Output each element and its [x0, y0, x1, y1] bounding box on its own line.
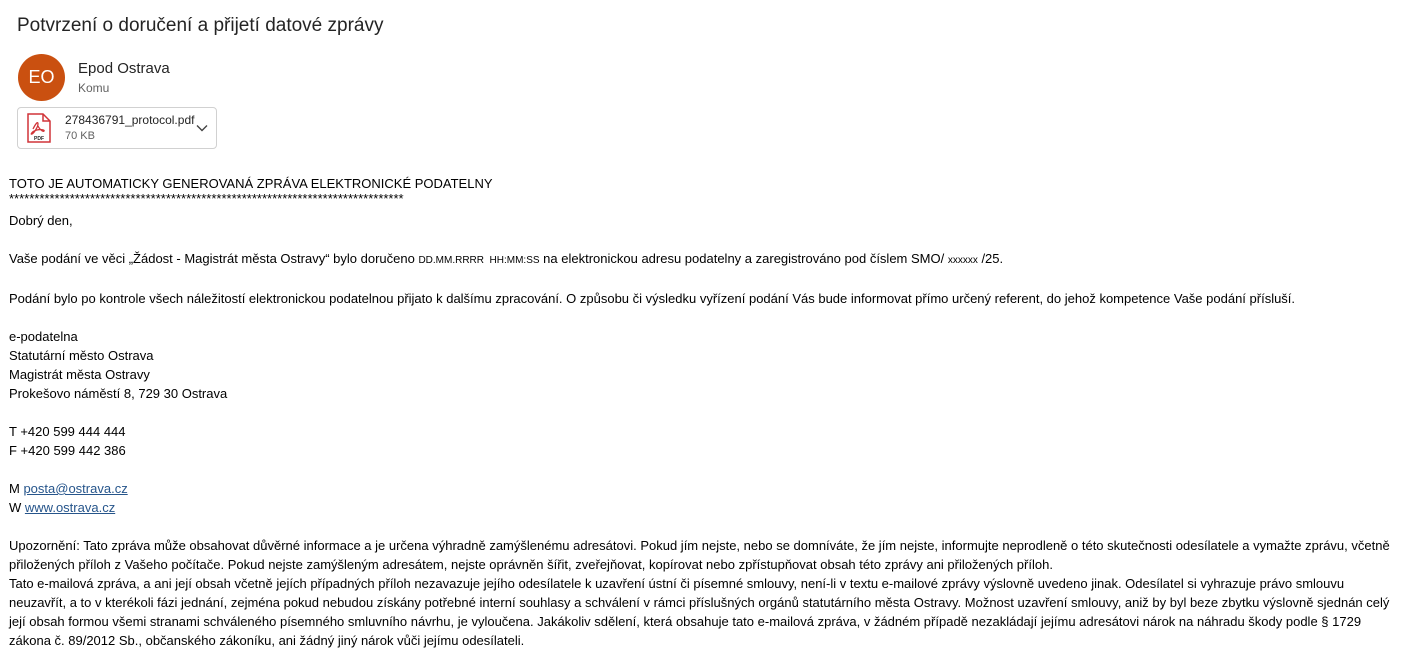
signature-line: Statutární město Ostrava: [9, 348, 154, 363]
web-line: W www.ostrava.cz: [9, 500, 116, 515]
processing-paragraph: Podání bylo po kontrole všech náležitostí elektronickou podatelnou přijato k dalšímu zpracování. O způsobu či výsledku vyřízení podání Vás bude informovat přímo určený referent, do jehož kompetence Vaše podání přísluší.: [9, 291, 1296, 306]
auto-header: TOTO JE AUTOMATICKY GENEROVANÁ ZPRÁVA ELEKTRONICKÉ PODATELNY: [9, 176, 493, 191]
signature-line: Magistrát města Ostravy: [9, 367, 150, 382]
sender-name[interactable]: Epod Ostrava: [78, 59, 170, 77]
pdf-icon: [27, 113, 51, 143]
svg-text:PDF: PDF: [34, 136, 44, 142]
stars-divider: ******************************************************************************: [9, 191, 404, 206]
disclaimer-paragraph: Tato e-mailová zpráva, a ani její obsah včetně jejích případných příloh nezavazuje jejího odesílatele k uzavření ústní či písemné smlouvy, není-li v textu e-mailové zprávy výslovně uvedeno jinak. Odesílatel si vyhrazuje právo smlouvu neuzavřít, a to v kterékoli fázi jednání, zejména pokud nebudou získány potřebné interní souhlasy a schválení v rámci příslušných orgánů statutárního města Ostravy. Možnost uzavření smlouvy, aniž by byl beze zbytku výslovně sjednán celý její obsah formou všemi stranami schváleného písemného smluvního návrhu, je vyloučena. Jakákoliv sdělení, která obsahuje tato e-mailová zpráva, v žádném případě nezakládají jejímu adresátovi nárok na náhradu škody podle § 1729 zákona č. 89/2012 Sb., občanského zákoníku, ani žádný jiný nárok vůči jejímu odesílateli.: [9, 576, 1390, 648]
signature-line: e-podatelna: [9, 329, 78, 344]
registration-number: xxxxxx: [947, 255, 978, 266]
sender-block: [18, 54, 170, 101]
greeting: Dobrý den,: [9, 213, 73, 228]
sender-info: [78, 59, 170, 97]
attachment-info: [65, 113, 194, 143]
phone: T +420 599 444 444: [9, 424, 126, 439]
email-body: [9, 174, 1394, 650]
signature-line: Prokešovo náměstí 8, 729 30 Ostrava: [9, 386, 228, 401]
web-link[interactable]: www.ostrava.cz: [24, 500, 116, 515]
delivery-date: DD.MM.RRRR HH:MM:SS: [418, 255, 540, 266]
fax: F +420 599 442 386: [9, 443, 126, 458]
chevron-down-icon[interactable]: [194, 118, 210, 138]
delivery-paragraph: Vaše podání ve věci „Žádost - Magistrát města Ostravy“ bylo doručeno DD.MM.RRRR HH:MM:SS na elektronickou adresu podatelny a zaregistrováno pod číslem SMO/ xxxxxx /25.: [9, 251, 1004, 266]
recipient-label: Komu: [78, 80, 110, 95]
email-subject: Potvrzení o doručení a přijetí datové zprávy: [17, 15, 384, 36]
avatar[interactable]: EO: [18, 54, 65, 101]
attachment-size: 70 KB: [65, 130, 95, 142]
disclaimer-paragraph: Upozornění: Tato zpráva může obsahovat důvěrné informace a je určena výhradně zamýšlenému adresátovi. Pokud jím nejste, nebo se domníváte, že jím nejste, informujte neprodleně o této skutečnosti odesílatele a vymažte zprávu, včetně přiložených příloh z Vašeho počítače. Pokud nejste zamýšleným adresátem, nejste oprávněn šířit, zveřejňovat, kopírovat nebo zpřístupňovat obsah této zprávy ani přiložených příloh.: [9, 538, 1390, 572]
attachment-card[interactable]: [17, 107, 217, 149]
mail-line: M posta@ostrava.cz: [9, 481, 128, 496]
mail-link[interactable]: posta@ostrava.cz: [23, 481, 128, 496]
attachment-filename: 278436791_protocol.pdf: [65, 113, 195, 127]
